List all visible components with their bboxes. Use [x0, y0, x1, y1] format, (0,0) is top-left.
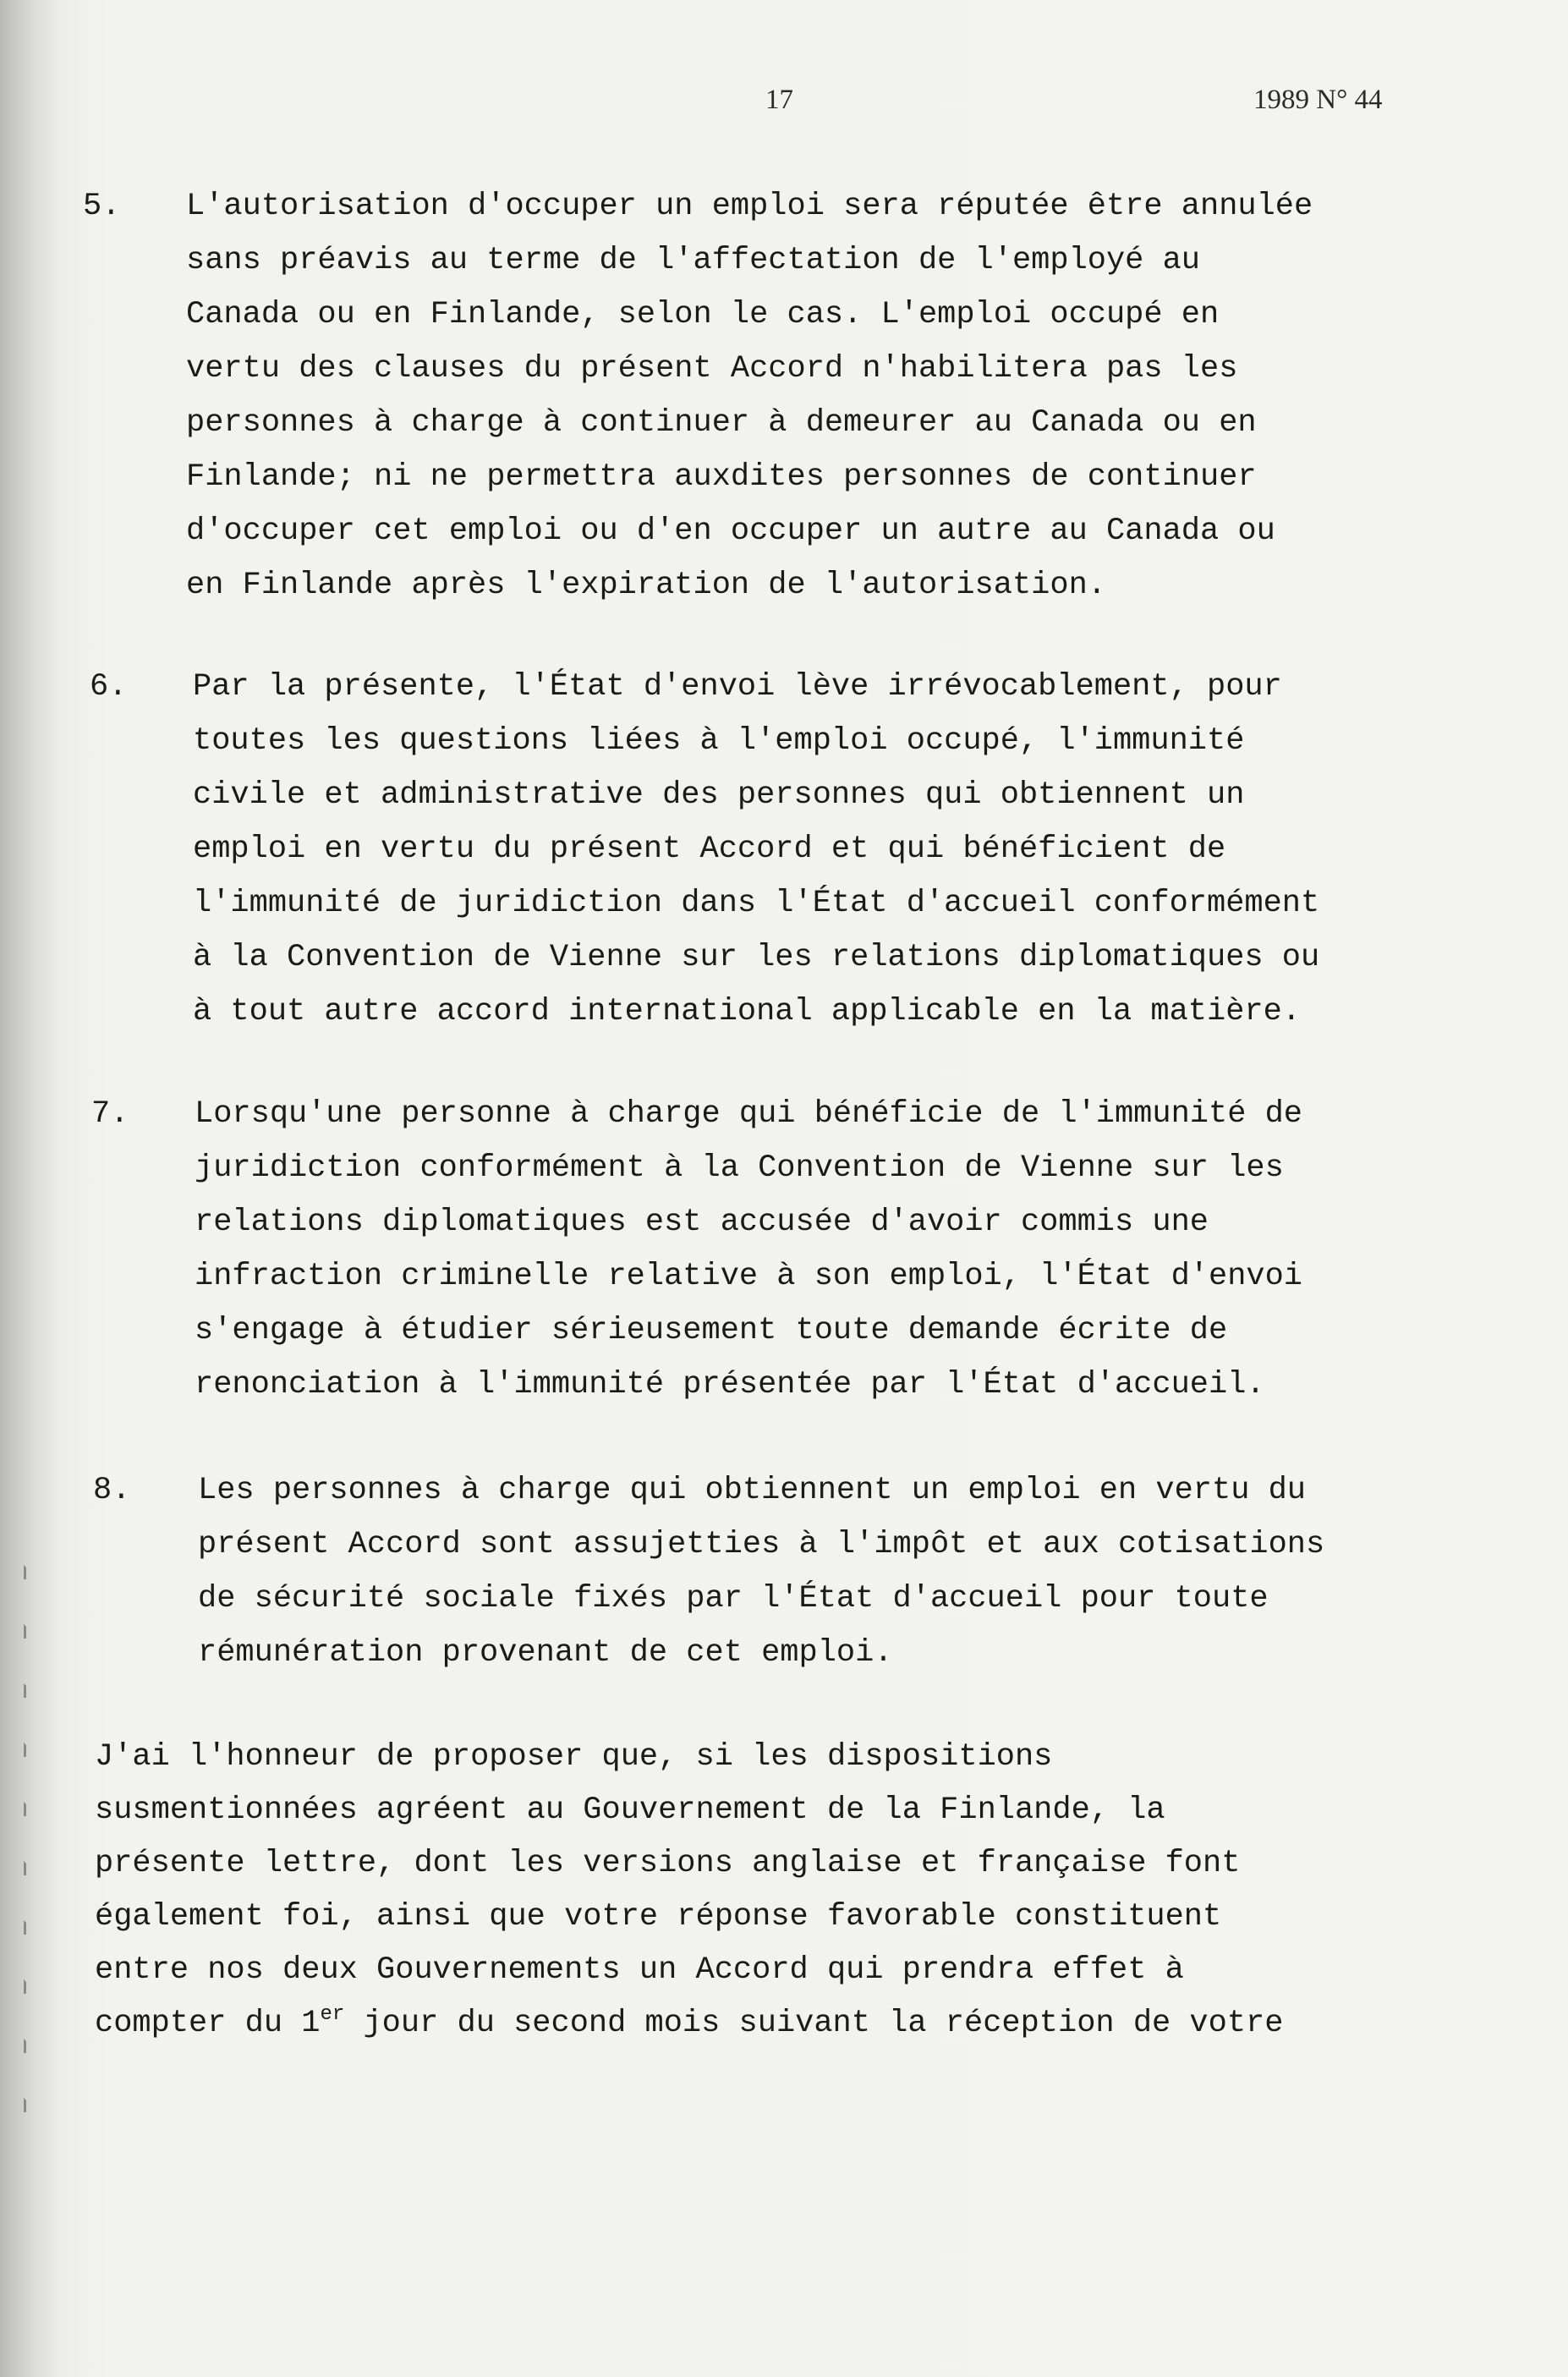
- text-line: sans préavis au terme de l'affectation de l'employé au: [186, 243, 1200, 278]
- text-line: à la Convention de Vienne sur les relations diplomatiques ou: [193, 940, 1320, 975]
- text-line: J'ai l'honneur de proposer que, si les dispositions: [95, 1739, 1053, 1775]
- text-line: Finlande; ni ne permettra auxdites personnes de continuer: [186, 459, 1257, 495]
- text-segment: jour du second mois suivant la réception de votre: [344, 2006, 1284, 2041]
- text-line: juridiction conformément à la Convention de Vienne sur les: [195, 1150, 1284, 1186]
- paragraph-number: 5.: [83, 189, 121, 224]
- text-line: également foi, ainsi que votre réponse favorable constituent: [95, 1899, 1222, 1935]
- closing-paragraph: [95, 1731, 1499, 2050]
- text-line: présent Accord sont assujetties à l'impôt et aux cotisations: [198, 1527, 1325, 1562]
- paragraph-body: [186, 179, 1487, 612]
- text-line: s'engage à étudier sérieusement toute demande écrite de: [195, 1313, 1228, 1348]
- text-line: vertu des clauses du présent Accord n'habilitera pas les: [186, 351, 1238, 387]
- text-line: civile et administrative des personnes qui obtiennent un: [193, 777, 1245, 813]
- text-line: Canada ou en Finlande, selon le cas. L'emploi occupé en: [186, 297, 1220, 332]
- text-line: de sécurité sociale fixés par l'État d'accueil pour toute: [198, 1581, 1269, 1617]
- text-segment: compter du 1: [95, 2006, 321, 2041]
- text-line: personnes à charge à continuer à demeurer au Canada ou en: [186, 405, 1257, 441]
- page-header: [0, 85, 1568, 127]
- text-line: Les personnes à charge qui obtiennent un emploi en vertu du: [198, 1473, 1307, 1508]
- paragraph-body: [198, 1463, 1497, 1680]
- binding-marks: [24, 1565, 41, 2157]
- text-line: rémunération provenant de cet emploi.: [198, 1635, 893, 1671]
- paragraph-body: [195, 1087, 1495, 1412]
- text-line: renonciation à l'immunité présentée par l'État d'accueil.: [195, 1367, 1265, 1403]
- text-line: présente lettre, dont les versions anglaise et française font: [95, 1846, 1241, 1881]
- text-line: toutes les questions liées à l'emploi occupé, l'immunité: [193, 723, 1245, 759]
- paragraph-number: 7.: [91, 1096, 129, 1132]
- page-number: 17: [765, 85, 793, 115]
- paragraph-7: [91, 1087, 1495, 1412]
- text-line: relations diplomatiques est accusée d'avoir commis une: [195, 1205, 1209, 1240]
- text-line: Lorsqu'une personne à charge qui bénéficie de l'immunité de: [195, 1096, 1303, 1132]
- text-line: L'autorisation d'occuper un emploi sera réputée être annulée: [186, 189, 1313, 224]
- paragraph-8: [93, 1463, 1497, 1680]
- text-line: susmentionnées agréent au Gouvernement de la Finlande, la: [95, 1792, 1165, 1828]
- text-line: infraction criminelle relative à son emploi, l'État d'envoi: [195, 1259, 1303, 1294]
- text-line-last: [95, 1997, 1499, 2050]
- text-line: Par la présente, l'État d'envoi lève irrévocablement, pour: [193, 669, 1282, 705]
- document-reference: 1989 N° 44: [1253, 85, 1383, 115]
- paragraph-6: [90, 660, 1494, 1039]
- text-line: entre nos deux Gouvernements un Accord qui prendra effet à: [95, 1952, 1184, 1988]
- text-line: emploi en vertu du présent Accord et qui bénéficient de: [193, 832, 1226, 867]
- text-line: à tout autre accord international applicable en la matière.: [193, 994, 1302, 1029]
- paragraph-number: 8.: [93, 1473, 131, 1508]
- text-line: en Finlande après l'expiration de l'autorisation.: [186, 568, 1106, 603]
- paragraph-number: 6.: [90, 669, 128, 705]
- paragraph-body: [193, 660, 1494, 1039]
- text-line: l'immunité de juridiction dans l'État d'accueil conformément: [193, 886, 1320, 921]
- text-line: d'occuper cet emploi ou d'en occuper un autre au Canada ou: [186, 513, 1275, 549]
- paragraph-5: [83, 179, 1487, 612]
- superscript-ordinal: er: [320, 2003, 345, 2026]
